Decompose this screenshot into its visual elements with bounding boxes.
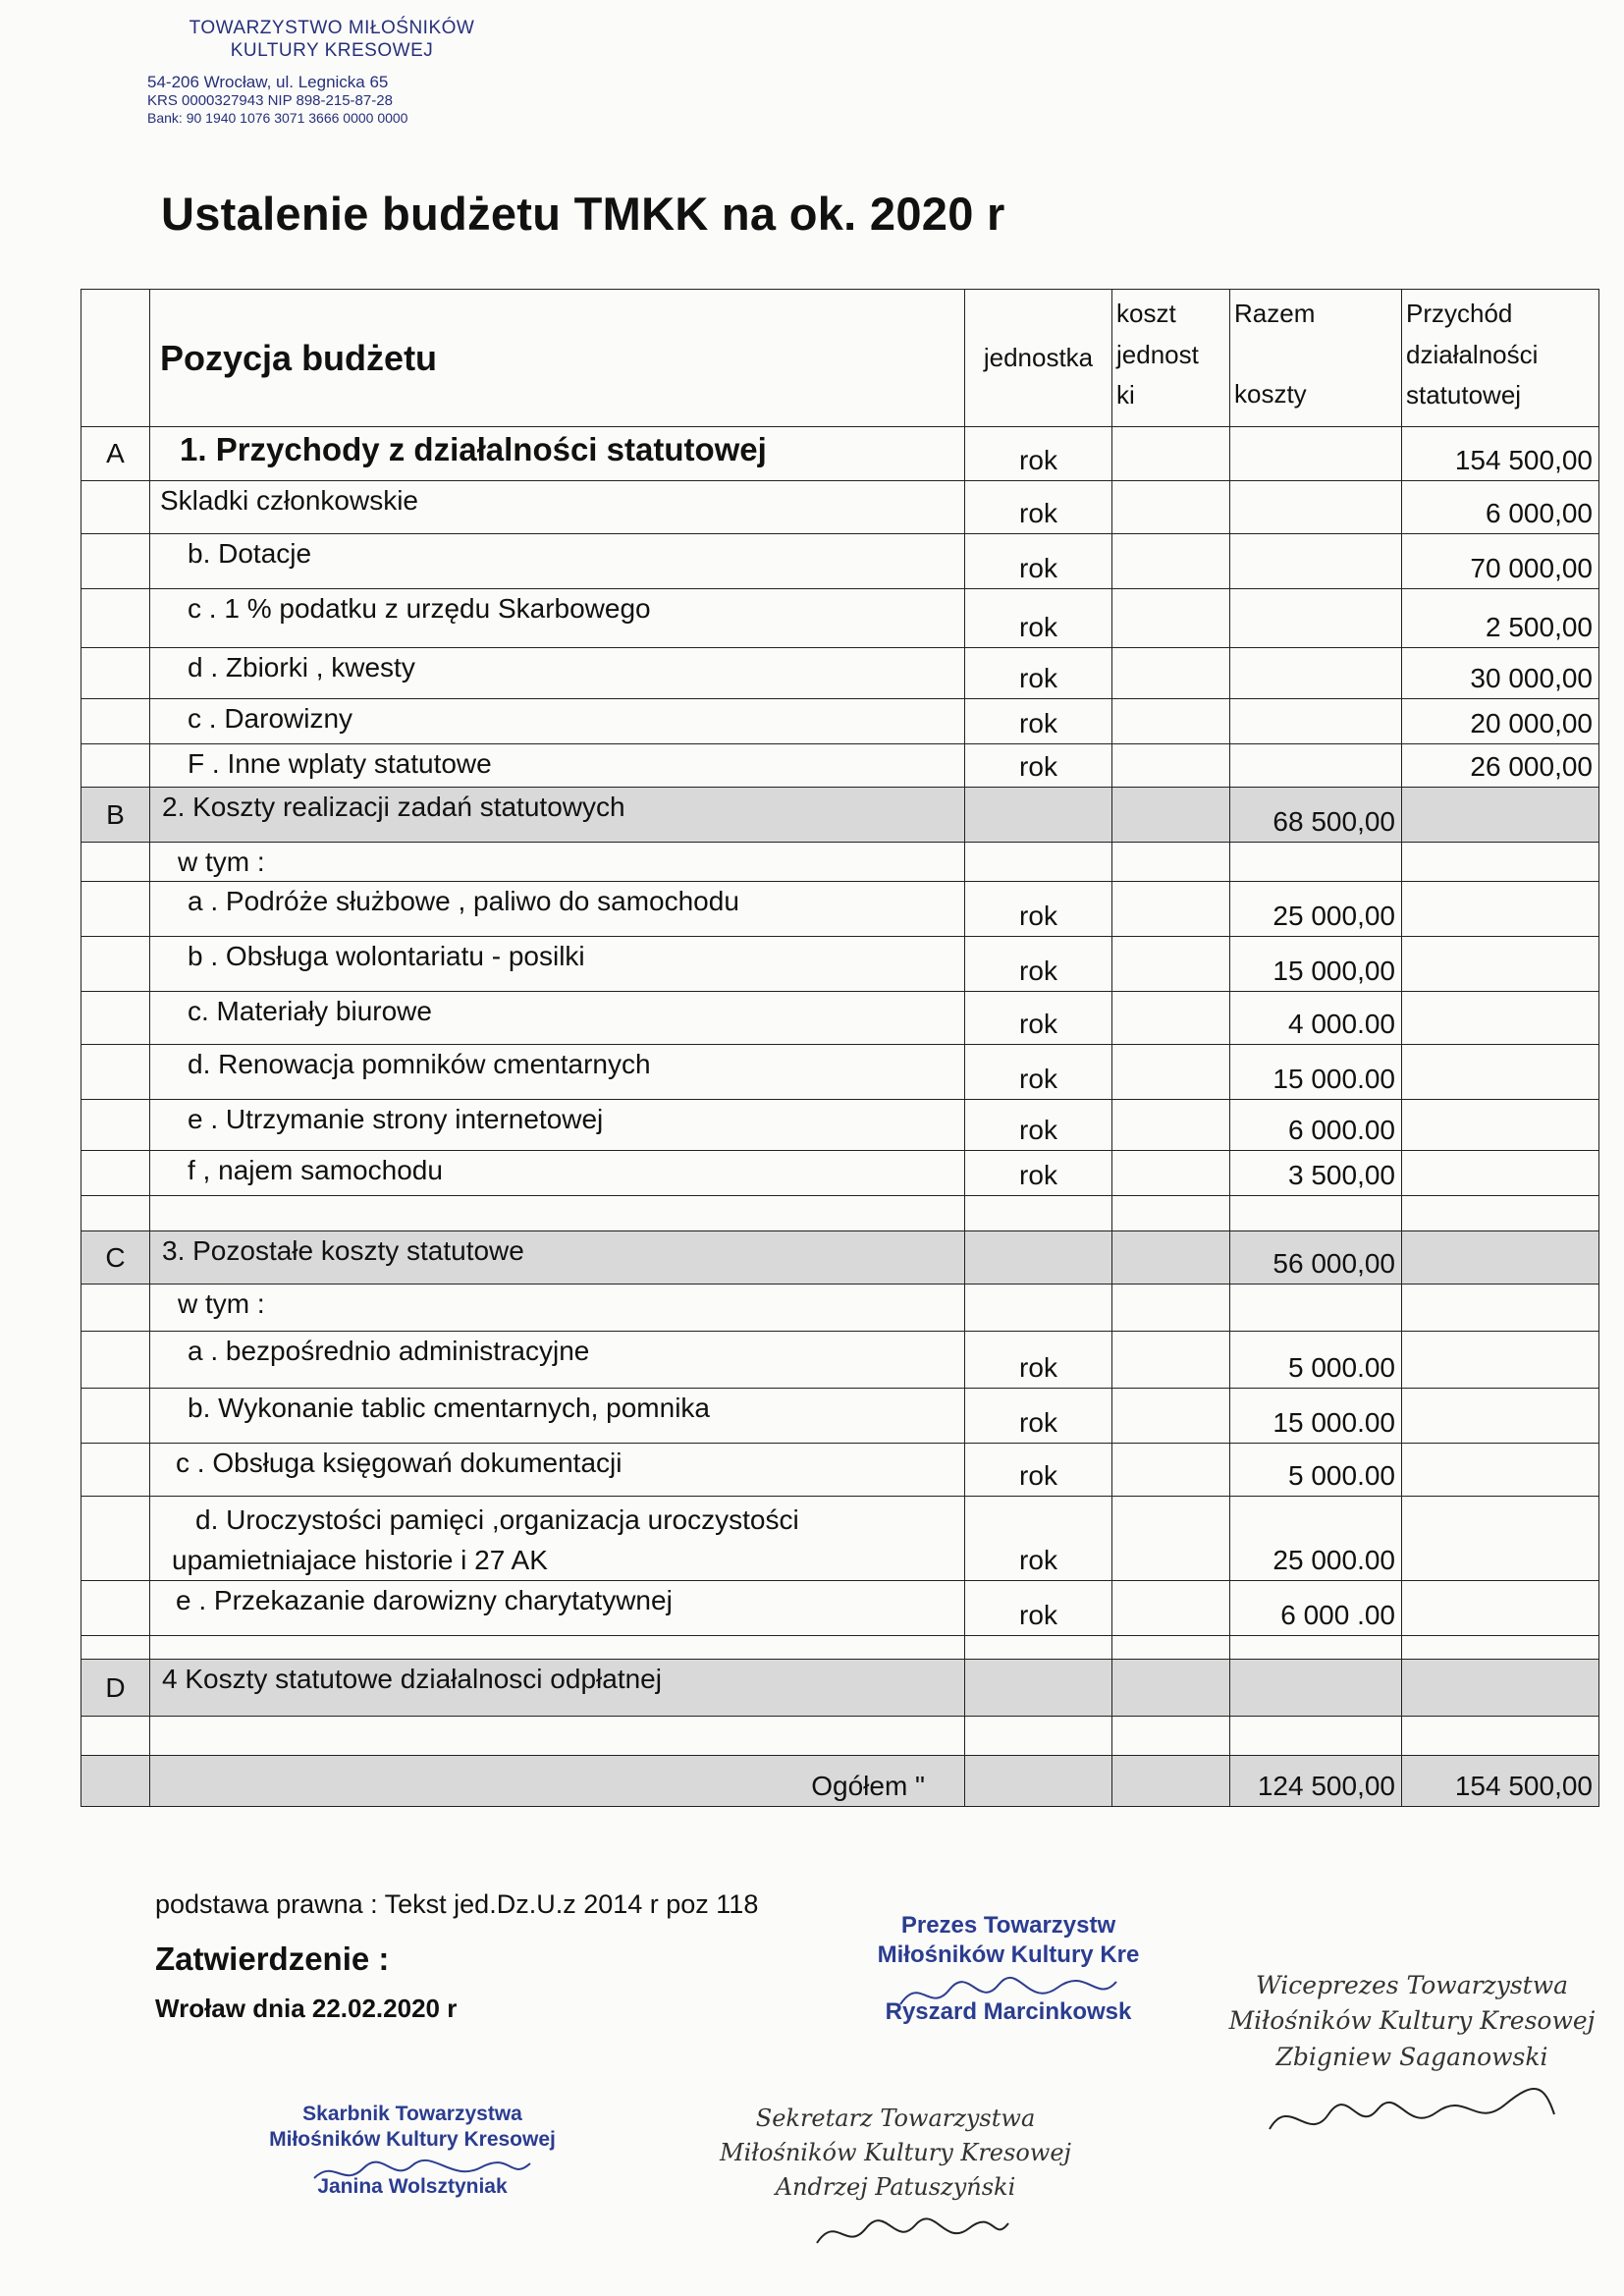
unit-cell <box>965 1231 1112 1285</box>
section-cell <box>81 589 150 648</box>
president-title: Prezes Towarzystw <box>900 1912 1116 1939</box>
total-cost-cell <box>1230 1285 1402 1332</box>
total-cost-cell <box>1230 648 1402 699</box>
position-cell <box>150 1636 965 1660</box>
total-cost-cell: 6 000 .00 <box>1230 1581 1402 1636</box>
total-cost-cell: 4 000.00 <box>1230 992 1402 1045</box>
secretary-signature-scribble <box>748 2204 1043 2263</box>
income-cell <box>1402 1660 1599 1717</box>
total-cost-cell: 6 000.00 <box>1230 1100 1402 1151</box>
unit-cost-cell <box>1112 1497 1230 1581</box>
president-signature <box>846 1911 1170 2027</box>
unit-cost-cell <box>1112 1151 1230 1196</box>
income-cell: 20 000,00 <box>1402 699 1599 744</box>
vice-org: Miłośników Kultury Kresowej <box>1228 2006 1596 2036</box>
section-cell <box>81 699 150 744</box>
header-unit-cost <box>1112 290 1230 427</box>
treasurer-name: Janina Wolsztyniak <box>317 2174 508 2198</box>
budget-table <box>81 289 1599 1807</box>
position-cell: Skladki członkowskie <box>150 481 965 534</box>
unit-cell <box>965 1196 1112 1231</box>
income-cell <box>1402 1389 1599 1444</box>
unit-cell <box>965 843 1112 882</box>
position-cell: a . Podróże służbowe , paliwo do samochodu <box>150 882 965 937</box>
total-cost-cell: 3 500,00 <box>1230 1151 1402 1196</box>
income-cell <box>1402 937 1599 992</box>
unit-cost-cell <box>1112 1045 1230 1100</box>
unit-cell: rok <box>965 1389 1112 1444</box>
unit-cell: rok <box>965 937 1112 992</box>
total-cost-cell <box>1230 1717 1402 1756</box>
position-cell: 2. Koszty realizacji zadań statutowych <box>150 788 965 843</box>
treasurer-title: Skarbnik Towarzystwa <box>302 2103 522 2125</box>
unit-cost-cell <box>1112 882 1230 937</box>
unit-cell: rok <box>965 1497 1112 1581</box>
unit-cost-cell <box>1112 648 1230 699</box>
position-cell: c . Darowizny <box>150 699 965 744</box>
income-cell: 154 500,00 <box>1402 1756 1599 1807</box>
unit-cell: rok <box>965 1100 1112 1151</box>
table-row <box>81 1332 1599 1389</box>
secretary-signature <box>699 2102 1092 2272</box>
section-cell <box>81 744 150 788</box>
president-org: Miłośników Kultury Kre <box>877 1941 1140 1968</box>
unit-cell: rok <box>965 648 1112 699</box>
stamp-line-2: KULTURY KRESOWEJ <box>230 39 434 61</box>
income-cell: 70 000,00 <box>1402 534 1599 589</box>
stamp-address: 54-206 Wrocław, ul. Legnicka 65 <box>147 72 389 91</box>
table-row <box>81 1196 1599 1231</box>
table-row <box>81 648 1599 699</box>
treasurer-org: Miłośników Kultury Kresowej <box>269 2128 556 2152</box>
section-cell <box>81 534 150 589</box>
header-unit: jednostka <box>965 290 1112 427</box>
table-row <box>81 1636 1599 1660</box>
unit-cell: rok <box>965 699 1112 744</box>
section-cell <box>81 648 150 699</box>
table-row <box>81 589 1599 648</box>
vice-title: Wiceprezes Towarzystwa <box>1255 1971 1569 1999</box>
unit-cell <box>965 1756 1112 1807</box>
total-cost-cell <box>1230 1636 1402 1660</box>
income-cell <box>1402 1196 1599 1231</box>
unit-cell <box>965 1660 1112 1717</box>
income-cell <box>1402 1231 1599 1285</box>
table-row <box>81 699 1599 744</box>
position-cell: e . Przekazanie darowizny charytatywnej <box>150 1581 965 1636</box>
total-cost-cell <box>1230 481 1402 534</box>
section-cell <box>81 843 150 882</box>
unit-cost-cell <box>1112 1389 1230 1444</box>
income-cell <box>1402 1332 1599 1389</box>
header-unit-cost-line-3: ki <box>1116 380 1135 410</box>
unit-cost-cell <box>1112 1636 1230 1660</box>
table-row <box>81 1444 1599 1497</box>
unit-cell: rok <box>965 1151 1112 1196</box>
section-cell: B <box>81 788 150 843</box>
section-cell: C <box>81 1231 150 1285</box>
income-cell: 26 000,00 <box>1402 744 1599 788</box>
unit-cell: rok <box>965 534 1112 589</box>
total-cost-cell <box>1230 427 1402 481</box>
total-cost-cell: 56 000,00 <box>1230 1231 1402 1285</box>
unit-cost-cell <box>1112 1100 1230 1151</box>
unit-cell <box>965 1717 1112 1756</box>
section-cell <box>81 1581 150 1636</box>
unit-cost-cell <box>1112 481 1230 534</box>
total-cost-cell: 5 000.00 <box>1230 1332 1402 1389</box>
section-cell <box>81 1100 150 1151</box>
total-cost-cell <box>1230 1660 1402 1717</box>
section-cell <box>81 1497 150 1581</box>
position-cell: c. Materiały biurowe <box>150 992 965 1045</box>
table-row <box>81 1497 1599 1581</box>
position-cell: d. Uroczystości pamięci ,organizacja uroczystości upamietniajace historie i 27 AK <box>150 1497 965 1581</box>
unit-cell: rok <box>965 744 1112 788</box>
unit-cell <box>965 788 1112 843</box>
unit-cost-cell <box>1112 1332 1230 1389</box>
total-cost-cell <box>1230 843 1402 882</box>
unit-cost-cell <box>1112 788 1230 843</box>
unit-cost-cell <box>1112 937 1230 992</box>
position-cell: b. Wykonanie tablic cmentarnych, pomnika <box>150 1389 965 1444</box>
header-income-line-3: statutowej <box>1406 380 1522 410</box>
income-cell: 30 000,00 <box>1402 648 1599 699</box>
header-section <box>81 290 150 427</box>
approval-date: Wroław dnia 22.02.2020 r <box>155 1994 458 2023</box>
total-cost-cell <box>1230 699 1402 744</box>
position-cell: f , najem samochodu <box>150 1151 965 1196</box>
position-cell: b. Dotacje <box>150 534 965 589</box>
total-cost-cell: 15 000.00 <box>1230 1045 1402 1100</box>
table-row <box>81 843 1599 882</box>
position-cell: w tym : <box>150 1285 965 1332</box>
table-row <box>81 788 1599 843</box>
income-cell <box>1402 843 1599 882</box>
total-cost-cell: 25 000,00 <box>1230 882 1402 937</box>
header-unit-cost-line-1: koszt <box>1116 299 1176 328</box>
position-cell: F . Inne wplaty statutowe <box>150 744 965 788</box>
position-cell: Ogółem " <box>150 1756 965 1807</box>
section-cell <box>81 1444 150 1497</box>
section-cell <box>81 1285 150 1332</box>
secretary-org: Miłośników Kultury Kresowej <box>720 2138 1071 2166</box>
table-row <box>81 1285 1599 1332</box>
position-cell: b . Obsługa wolontariatu - posilki <box>150 937 965 992</box>
unit-cost-cell <box>1112 1285 1230 1332</box>
income-cell <box>1402 1100 1599 1151</box>
section-cell <box>81 882 150 937</box>
position-cell: d . Zbiorki , kwesty <box>150 648 965 699</box>
unit-cost-cell <box>1112 744 1230 788</box>
secretary-title: Sekretarz Towarzystwa <box>755 2105 1036 2132</box>
table-row <box>81 1100 1599 1151</box>
unit-cell <box>965 1285 1112 1332</box>
position-cell <box>150 1717 965 1756</box>
unit-cost-cell <box>1112 1717 1230 1756</box>
section-cell: D <box>81 1660 150 1717</box>
unit-cost-cell <box>1112 1196 1230 1231</box>
unit-cost-cell <box>1112 1660 1230 1717</box>
position-cell: w tym : <box>150 843 965 882</box>
section-cell <box>81 1151 150 1196</box>
unit-cost-cell <box>1112 589 1230 648</box>
vice-president-signature <box>1216 1968 1608 2163</box>
header-total-cost <box>1230 290 1402 427</box>
total-cost-cell: 25 000.00 <box>1230 1497 1402 1581</box>
position-cell: c . 1 % podatku z urzędu Skarbowego <box>150 589 965 648</box>
table-row <box>81 1389 1599 1444</box>
table-row <box>81 882 1599 937</box>
table-row <box>81 1660 1599 1717</box>
table-row <box>81 427 1599 481</box>
table-row <box>81 937 1599 992</box>
table-row <box>81 1717 1599 1756</box>
header-total-line-2: koszty <box>1234 378 1307 409</box>
income-cell <box>1402 788 1599 843</box>
income-cell <box>1402 1151 1599 1196</box>
vice-signature-scribble <box>1250 2075 1574 2154</box>
table-row <box>81 1151 1599 1196</box>
table-row <box>81 481 1599 534</box>
section-cell <box>81 1756 150 1807</box>
income-cell <box>1402 1444 1599 1497</box>
unit-cost-cell <box>1112 992 1230 1045</box>
unit-cost-cell <box>1112 534 1230 589</box>
unit-cost-cell <box>1112 1231 1230 1285</box>
header-unit-cost-line-2: jednost <box>1116 339 1199 369</box>
unit-cell <box>965 1636 1112 1660</box>
section-cell <box>81 937 150 992</box>
table-row <box>81 1756 1599 1807</box>
table-row <box>81 1231 1599 1285</box>
total-cost-cell: 5 000.00 <box>1230 1444 1402 1497</box>
section-cell <box>81 1332 150 1389</box>
stamp-line-1: TOWARZYSTWO MIŁOŚNIKÓW <box>189 18 475 38</box>
income-cell <box>1402 1497 1599 1581</box>
income-cell <box>1402 992 1599 1045</box>
unit-cost-cell <box>1112 843 1230 882</box>
section-cell <box>81 1196 150 1231</box>
unit-cell: rok <box>965 882 1112 937</box>
income-cell <box>1402 1045 1599 1100</box>
table-row <box>81 992 1599 1045</box>
income-cell <box>1402 1581 1599 1636</box>
unit-cell: rok <box>965 427 1112 481</box>
vice-name: Zbigniew Saganowski <box>1275 2042 1548 2071</box>
table-row <box>81 744 1599 788</box>
unit-cell: rok <box>965 589 1112 648</box>
income-cell <box>1402 1717 1599 1756</box>
page-title: Ustalenie budżetu TMKK na ok. 2020 r <box>161 188 1005 240</box>
stamp-bank: Bank: 90 1940 1076 3071 3666 0000 0000 <box>147 109 408 126</box>
position-cell: d. Renowacja pomników cmentarnych <box>150 1045 965 1100</box>
position-cell: 3. Pozostałe koszty statutowe <box>150 1231 965 1285</box>
unit-cost-cell <box>1112 1444 1230 1497</box>
total-cost-cell <box>1230 534 1402 589</box>
unit-cell: rok <box>965 1444 1112 1497</box>
section-cell: A <box>81 427 150 481</box>
unit-cell: rok <box>965 992 1112 1045</box>
budget-table-body <box>81 427 1599 1807</box>
legal-basis: podstawa prawna : Tekst jed.Dz.U.z 2014 r poz 118 <box>155 1889 759 1919</box>
income-cell: 154 500,00 <box>1402 427 1599 481</box>
unit-cell: rok <box>965 1332 1112 1389</box>
section-cell <box>81 1045 150 1100</box>
income-cell: 2 500,00 <box>1402 589 1599 648</box>
total-cost-cell: 124 500,00 <box>1230 1756 1402 1807</box>
treasurer-signature <box>226 2102 599 2200</box>
unit-cost-cell <box>1112 427 1230 481</box>
position-cell: e . Utrzymanie strony internetowej <box>150 1100 965 1151</box>
section-cell <box>81 1717 150 1756</box>
position-cell: 1. Przychody z działalności statutowej <box>150 427 965 481</box>
header-income <box>1402 290 1599 427</box>
approval-heading: Zatwierdzenie : <box>155 1941 390 1977</box>
unit-cell: rok <box>965 481 1112 534</box>
secretary-name: Andrzej Patuszyński <box>775 2172 1016 2201</box>
header-position: Pozycja budżetu <box>150 290 965 427</box>
section-cell <box>81 481 150 534</box>
section-cell <box>81 1636 150 1660</box>
total-cost-cell: 15 000.00 <box>1230 1389 1402 1444</box>
unit-cost-cell <box>1112 1581 1230 1636</box>
income-cell <box>1402 1285 1599 1332</box>
total-cost-cell: 68 500,00 <box>1230 788 1402 843</box>
table-row <box>81 1581 1599 1636</box>
position-cell <box>150 1196 965 1231</box>
unit-cost-cell <box>1112 699 1230 744</box>
header-total-line-1: Razem <box>1234 299 1316 328</box>
table-row <box>81 534 1599 589</box>
total-cost-cell: 15 000,00 <box>1230 937 1402 992</box>
income-cell: 6 000,00 <box>1402 481 1599 534</box>
income-cell <box>1402 882 1599 937</box>
stamp-krs-nip: KRS 0000327943 NIP 898-215-87-28 <box>147 91 393 109</box>
position-cell: a . bezpośrednio administracyjne <box>150 1332 965 1389</box>
unit-cost-cell <box>1112 1756 1230 1807</box>
unit-cell: rok <box>965 1581 1112 1636</box>
section-cell <box>81 1389 150 1444</box>
header-income-line-1: Przychód <box>1406 299 1513 328</box>
president-name: Ryszard Marcinkowsk <box>885 1998 1132 2025</box>
table-header-row <box>81 290 1599 427</box>
table-row <box>81 1045 1599 1100</box>
total-cost-cell <box>1230 744 1402 788</box>
position-cell: c . Obsługa księgowań dokumentacji <box>150 1444 965 1497</box>
header-income-line-2: działalności <box>1406 339 1539 369</box>
unit-cell: rok <box>965 1045 1112 1100</box>
total-cost-cell <box>1230 589 1402 648</box>
position-cell: 4 Koszty statutowe działalnosci odpłatnej <box>150 1660 965 1717</box>
total-cost-cell <box>1230 1196 1402 1231</box>
organization-stamp <box>145 18 518 127</box>
income-cell <box>1402 1636 1599 1660</box>
section-cell <box>81 992 150 1045</box>
